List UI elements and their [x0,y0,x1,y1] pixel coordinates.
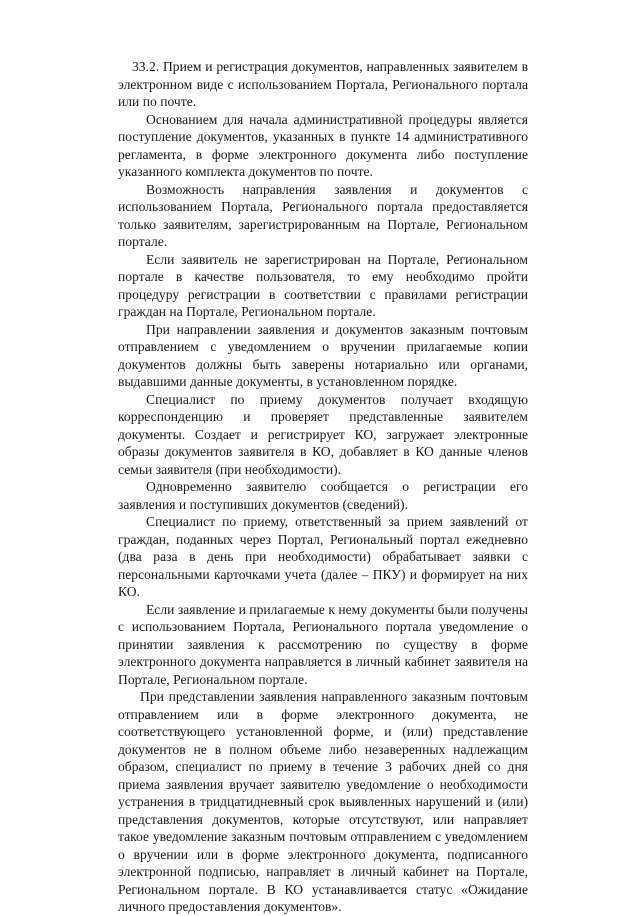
paragraph-registration: Если заявитель не зарегистрирован на Портале, Региональном портале в качестве пользователя, то ему необходимо пройти процедуру регистрации в соответствии с правилами регистрации граждан на Портале, Региональном портале. [118,251,528,319]
paragraph-portal-possibility: Возможность направления заявления и документов с использованием Портала, Регионального портала предоставляется только заявителям, зарегистрированным на Портале, Региональном портале. [118,181,528,249]
paragraph-postal-mail: При направлении заявления и документов заказным почтовым отправлением с уведомлением о вручении прилагаемые копии документов должны быть заверены нотариально или органами, выдавшими данные документы, в установленном порядке. [118,321,528,389]
paragraph-section-heading: 33.2. Прием и регистрация документов, направленных заявителем в электронном виде с использованием Портала, Регионального портала или по почте. [118,59,528,109]
document-page [118,58,528,916]
paragraph-specialist-receipt: Специалист по приему документов получает входящую корреспонденцию и проверяет представленные заявителем документы. Создает и регистрирует КО, загружает электронные образы документов заявителя в КО, добавляет в КО данные членов семьи заявителя (при необходимости). [118,391,528,477]
paragraph-acceptance-notice: Если заявление и прилагаемые к нему документы были получены с использованием Портала, Регионального портала уведомление о принятии заявления к рассмотрению по существу в форме электронного документа направляется в личный кабинет заявителя на Портале, Региональном портале. [118,601,528,687]
paragraph-incomplete-documents: При представлении заявления направленного заказным почтовым отправлением или в форме электронного документа, не соответствующего установленной форме, и (или) представление документов не в полном объеме либо незаверенных надлежащим образом, специалист по приему в течение 3 рабочих дней со дня приема заявления вручает заявителю уведомление о необходимости устранения в тридцатидневный срок выявленных нарушений и (или) представления документов, которые отсутствуют, или направляет такое уведомление заказным почтовым отправлением с уведомлением о вручении или в форме электронного документа, подписанного электронной подписью, направляет в личный кабинет на Портале, Региональном портале. В КО устанавливается статус «Ожидание личного предоставления документов». [118,689,528,914]
paragraph-daily-processing: Специалист по приему, ответственный за прием заявлений от граждан, поданных через Портал, Региональный портал ежедневно (два раза в день при необходимости) обрабатывает заявки с персональными карточками учета (далее – ПКУ) и формирует на них КО. [118,514,528,599]
paragraph-notification: Одновременно заявителю сообщается о регистрации его заявления и поступивших документов (сведений). [118,479,528,512]
paragraph-basis: Основанием для начала административной процедуры является поступление документов, указанных в пункте 14 административного регламента, в форме электронного документа либо поступление указанного комплекта документов по почте. [118,111,528,179]
